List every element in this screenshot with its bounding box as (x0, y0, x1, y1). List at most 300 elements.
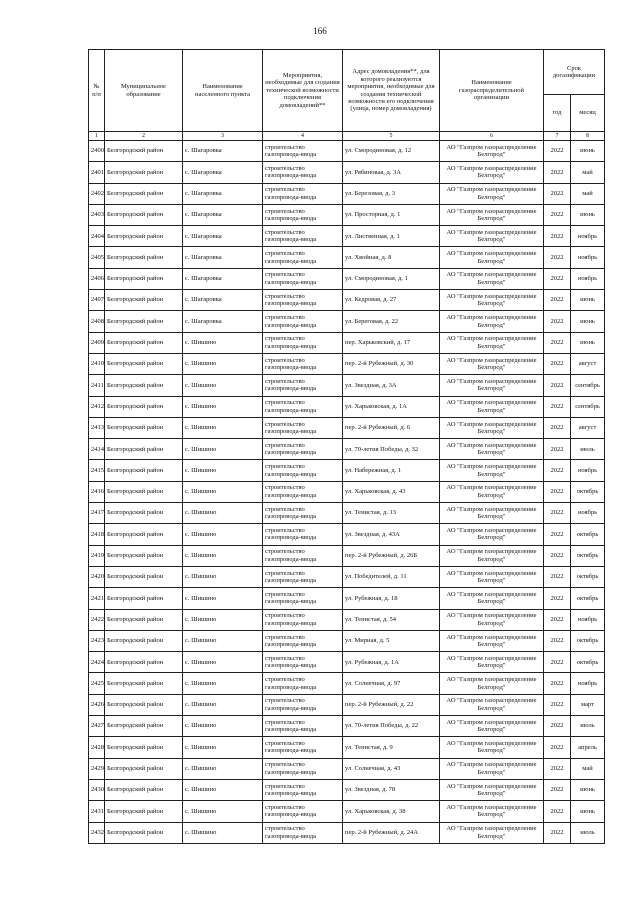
cell-work: строительство газопровода-ввода (263, 141, 343, 162)
cell-num: 2403 (89, 204, 105, 225)
cell-month: октябрь (571, 481, 605, 502)
cell-year: 2022 (544, 630, 571, 651)
table-row (89, 630, 605, 651)
cell-work: строительство газопровода-ввода (263, 694, 343, 715)
column-number: 3 (183, 132, 263, 141)
cell-num: 2410 (89, 353, 105, 374)
cell-addr: ул. Тенистая, д. 13 (343, 503, 440, 524)
table-row (89, 417, 605, 438)
cell-month: июнь (571, 332, 605, 353)
table-row (89, 609, 605, 630)
cell-org: АО "Газпром газораспределение Белгород" (440, 545, 544, 566)
cell-month: август (571, 417, 605, 438)
table-row (89, 396, 605, 417)
cell-addr: ул. Лиственная, д. 1 (343, 226, 440, 247)
table-row (89, 822, 605, 843)
cell-work: строительство газопровода-ввода (263, 311, 343, 332)
cell-addr: ул. Просторная, д. 1 (343, 204, 440, 225)
cell-month: май (571, 183, 605, 204)
cell-addr: ул. Набережная, д. 1 (343, 460, 440, 481)
cell-month: ноябрь (571, 247, 605, 268)
cell-addr: ул. Береговая, д. 22 (343, 311, 440, 332)
cell-year: 2022 (544, 290, 571, 311)
cell-year: 2022 (544, 439, 571, 460)
cell-num: 2415 (89, 460, 105, 481)
cell-num: 2421 (89, 588, 105, 609)
cell-set: с. Шишино (183, 822, 263, 843)
cell-org: АО "Газпром газораспределение Белгород" (440, 375, 544, 396)
cell-org: АО "Газпром газораспределение Белгород" (440, 417, 544, 438)
header-address: Адрес домовладения**, для которого реализуются мероприятия, необходимые для создания технической возможности его подключения (улица, номер домовладения) (343, 50, 440, 132)
cell-org: АО "Газпром газораспределение Белгород" (440, 822, 544, 843)
cell-addr: пер. Харьковский, д. 17 (343, 332, 440, 353)
cell-set: с. Шишино (183, 673, 263, 694)
cell-set: с. Шишино (183, 609, 263, 630)
table-row (89, 290, 605, 311)
cell-set: с. Шишино (183, 375, 263, 396)
column-number: 7 (544, 132, 571, 141)
cell-work: строительство газопровода-ввода (263, 204, 343, 225)
cell-month: ноябрь (571, 609, 605, 630)
cell-month: ноябрь (571, 268, 605, 289)
cell-month: март (571, 694, 605, 715)
cell-set: с. Шишино (183, 460, 263, 481)
cell-year: 2022 (544, 822, 571, 843)
cell-year: 2022 (544, 716, 571, 737)
cell-month: июнь (571, 779, 605, 800)
cell-year: 2022 (544, 396, 571, 417)
cell-set: с. Шишино (183, 396, 263, 417)
table-row (89, 162, 605, 183)
table-row (89, 801, 605, 822)
cell-org: АО "Газпром газораспределение Белгород" (440, 226, 544, 247)
table-row (89, 375, 605, 396)
cell-year: 2022 (544, 758, 571, 779)
cell-year: 2022 (544, 162, 571, 183)
header-num: № п/п (89, 50, 105, 132)
cell-work: строительство газопровода-ввода (263, 673, 343, 694)
page-number: 166 (313, 26, 327, 36)
cell-num: 2430 (89, 779, 105, 800)
cell-month: октябрь (571, 652, 605, 673)
cell-year: 2022 (544, 460, 571, 481)
cell-set: с. Шагаровка (183, 290, 263, 311)
cell-mun: Белгородский район (105, 396, 183, 417)
table-row (89, 439, 605, 460)
cell-year: 2022 (544, 545, 571, 566)
cell-org: АО "Газпром газораспределение Белгород" (440, 460, 544, 481)
cell-work: строительство газопровода-ввода (263, 652, 343, 673)
cell-set: с. Шишино (183, 353, 263, 374)
cell-month: ноябрь (571, 673, 605, 694)
cell-num: 2411 (89, 375, 105, 396)
cell-year: 2022 (544, 652, 571, 673)
cell-month: ноябрь (571, 503, 605, 524)
cell-year: 2022 (544, 737, 571, 758)
cell-work: строительство газопровода-ввода (263, 268, 343, 289)
cell-org: АО "Газпром газораспределение Белгород" (440, 353, 544, 374)
cell-work: строительство газопровода-ввода (263, 162, 343, 183)
cell-mun: Белгородский район (105, 673, 183, 694)
cell-work: строительство газопровода-ввода (263, 524, 343, 545)
cell-month: ноябрь (571, 226, 605, 247)
cell-addr: ул. 70-летия Победы, д. 32 (343, 439, 440, 460)
table-row (89, 545, 605, 566)
cell-addr: ул. Смородиновая, д. 1 (343, 268, 440, 289)
cell-work: строительство газопровода-ввода (263, 332, 343, 353)
table-row (89, 694, 605, 715)
cell-org: АО "Газпром газораспределение Белгород" (440, 588, 544, 609)
table-row (89, 141, 605, 162)
cell-mun: Белгородский район (105, 566, 183, 587)
cell-addr: ул. 70-летия Победы, д. 22 (343, 716, 440, 737)
cell-addr: ул. Кедровая, д. 27 (343, 290, 440, 311)
table-row (89, 779, 605, 800)
cell-work: строительство газопровода-ввода (263, 566, 343, 587)
cell-mun: Белгородский район (105, 226, 183, 247)
cell-year: 2022 (544, 417, 571, 438)
cell-org: АО "Газпром газораспределение Белгород" (440, 779, 544, 800)
cell-set: с. Шишино (183, 524, 263, 545)
cell-year: 2022 (544, 503, 571, 524)
cell-num: 2422 (89, 609, 105, 630)
cell-mun: Белгородский район (105, 779, 183, 800)
cell-mun: Белгородский район (105, 630, 183, 651)
cell-num: 2423 (89, 630, 105, 651)
cell-month: июнь (571, 311, 605, 332)
cell-mun: Белгородский район (105, 311, 183, 332)
cell-work: строительство газопровода-ввода (263, 226, 343, 247)
cell-year: 2022 (544, 481, 571, 502)
cell-work: строительство газопровода-ввода (263, 801, 343, 822)
cell-year: 2022 (544, 694, 571, 715)
cell-org: АО "Газпром газораспределение Белгород" (440, 311, 544, 332)
cell-month: июль (571, 439, 605, 460)
cell-num: 2427 (89, 716, 105, 737)
cell-addr: пер. 2-й Рубежный, д. 30 (343, 353, 440, 374)
cell-set: с. Шишино (183, 630, 263, 651)
table-row (89, 673, 605, 694)
cell-month: октябрь (571, 566, 605, 587)
cell-set: с. Шишино (183, 694, 263, 715)
cell-month: июнь (571, 290, 605, 311)
table-row (89, 481, 605, 502)
cell-num: 2414 (89, 439, 105, 460)
column-number: 5 (343, 132, 440, 141)
cell-year: 2022 (544, 609, 571, 630)
table-row (89, 332, 605, 353)
cell-month: ноябрь (571, 460, 605, 481)
table-row (89, 183, 605, 204)
cell-mun: Белгородский район (105, 141, 183, 162)
cell-work: строительство газопровода-ввода (263, 545, 343, 566)
cell-work: строительство газопровода-ввода (263, 290, 343, 311)
cell-addr: ул. Харьковская, д. 1А (343, 396, 440, 417)
cell-year: 2022 (544, 268, 571, 289)
cell-num: 2425 (89, 673, 105, 694)
cell-year: 2022 (544, 524, 571, 545)
cell-work: строительство газопровода-ввода (263, 588, 343, 609)
table-row (89, 311, 605, 332)
cell-mun: Белгородский район (105, 162, 183, 183)
cell-num: 2431 (89, 801, 105, 822)
cell-org: АО "Газпром газораспределение Белгород" (440, 268, 544, 289)
cell-mun: Белгородский район (105, 268, 183, 289)
cell-mun: Белгородский район (105, 183, 183, 204)
cell-mun: Белгородский район (105, 524, 183, 545)
cell-set: с. Шишино (183, 503, 263, 524)
cell-work: строительство газопровода-ввода (263, 439, 343, 460)
cell-org: АО "Газпром газораспределение Белгород" (440, 204, 544, 225)
cell-set: с. Шагаровка (183, 226, 263, 247)
cell-set: с. Шишино (183, 737, 263, 758)
cell-year: 2022 (544, 353, 571, 374)
table-row (89, 566, 605, 587)
cell-work: строительство газопровода-ввода (263, 375, 343, 396)
cell-addr: ул. Победителей, д. 11 (343, 566, 440, 587)
cell-set: с. Шишино (183, 652, 263, 673)
table-row (89, 588, 605, 609)
cell-num: 2412 (89, 396, 105, 417)
header-org: Наименование газораспределительной организации (440, 50, 544, 132)
cell-work: строительство газопровода-ввода (263, 822, 343, 843)
cell-num: 2429 (89, 758, 105, 779)
cell-set: с. Шишино (183, 417, 263, 438)
cell-addr: ул. Звездная, д. 43А (343, 524, 440, 545)
cell-org: АО "Газпром газораспределение Белгород" (440, 801, 544, 822)
cell-org: АО "Газпром газораспределение Белгород" (440, 673, 544, 694)
cell-year: 2022 (544, 183, 571, 204)
cell-mun: Белгородский район (105, 375, 183, 396)
cell-mun: Белгородский район (105, 609, 183, 630)
cell-mun: Белгородский район (105, 503, 183, 524)
cell-num: 2409 (89, 332, 105, 353)
cell-org: АО "Газпром газораспределение Белгород" (440, 566, 544, 587)
cell-mun: Белгородский район (105, 332, 183, 353)
cell-num: 2408 (89, 311, 105, 332)
cell-org: АО "Газпром газораспределение Белгород" (440, 141, 544, 162)
cell-year: 2022 (544, 332, 571, 353)
cell-mun: Белгородский район (105, 460, 183, 481)
cell-org: АО "Газпром газораспределение Белгород" (440, 162, 544, 183)
table-row (89, 524, 605, 545)
cell-set: с. Шишино (183, 588, 263, 609)
cell-addr: ул. Солнечная, д. 43 (343, 758, 440, 779)
cell-work: строительство газопровода-ввода (263, 396, 343, 417)
table-row (89, 716, 605, 737)
cell-work: строительство газопровода-ввода (263, 417, 343, 438)
cell-num: 2402 (89, 183, 105, 204)
cell-month: август (571, 353, 605, 374)
table-row (89, 226, 605, 247)
cell-num: 2405 (89, 247, 105, 268)
table-body (89, 141, 605, 844)
cell-org: АО "Газпром газораспределение Белгород" (440, 332, 544, 353)
cell-work: строительство газопровода-ввода (263, 737, 343, 758)
cell-set: с. Шишино (183, 481, 263, 502)
cell-org: АО "Газпром газораспределение Белгород" (440, 630, 544, 651)
table-row (89, 247, 605, 268)
cell-mun: Белгородский район (105, 822, 183, 843)
cell-mun: Белгородский район (105, 204, 183, 225)
cell-mun: Белгородский район (105, 758, 183, 779)
cell-work: строительство газопровода-ввода (263, 247, 343, 268)
cell-work: строительство газопровода-ввода (263, 758, 343, 779)
cell-org: АО "Газпром газораспределение Белгород" (440, 503, 544, 524)
cell-set: с. Шишино (183, 758, 263, 779)
cell-month: октябрь (571, 524, 605, 545)
cell-addr: ул. Рубежная, д. 1А (343, 652, 440, 673)
column-number: 6 (440, 132, 544, 141)
cell-org: АО "Газпром газораспределение Белгород" (440, 396, 544, 417)
cell-month: май (571, 758, 605, 779)
cell-mun: Белгородский район (105, 801, 183, 822)
cell-addr: ул. Мирная, д. 5 (343, 630, 440, 651)
cell-num: 2416 (89, 481, 105, 502)
cell-addr: ул. Рябиновая, д. 3А (343, 162, 440, 183)
cell-set: с. Шагаровка (183, 268, 263, 289)
header-month: месяц (571, 95, 605, 132)
column-number: 4 (263, 132, 343, 141)
cell-set: с. Шагаровка (183, 204, 263, 225)
cell-month: октябрь (571, 588, 605, 609)
table-row (89, 268, 605, 289)
cell-mun: Белгородский район (105, 694, 183, 715)
column-number: 1 (89, 132, 105, 141)
cell-addr: ул. Хвойная, д. 8 (343, 247, 440, 268)
cell-org: АО "Газпром газораспределение Белгород" (440, 183, 544, 204)
cell-org: АО "Газпром газораспределение Белгород" (440, 694, 544, 715)
cell-month: июнь (571, 141, 605, 162)
table-row (89, 737, 605, 758)
cell-mun: Белгородский район (105, 545, 183, 566)
cell-set: с. Шишино (183, 566, 263, 587)
cell-addr: ул. Березовая, д. 3 (343, 183, 440, 204)
cell-addr: ул. Звездная, д. 78 (343, 779, 440, 800)
cell-num: 2432 (89, 822, 105, 843)
cell-year: 2022 (544, 779, 571, 800)
column-number: 2 (105, 132, 183, 141)
table-row (89, 353, 605, 374)
cell-set: с. Шагаровка (183, 311, 263, 332)
header-year: год (544, 95, 571, 132)
cell-num: 2420 (89, 566, 105, 587)
cell-num: 2400 (89, 141, 105, 162)
cell-num: 2406 (89, 268, 105, 289)
cell-num: 2428 (89, 737, 105, 758)
cell-work: строительство газопровода-ввода (263, 460, 343, 481)
cell-year: 2022 (544, 311, 571, 332)
cell-set: с. Шишино (183, 716, 263, 737)
cell-mun: Белгородский район (105, 481, 183, 502)
cell-set: с. Шишино (183, 439, 263, 460)
cell-org: АО "Газпром газораспределение Белгород" (440, 737, 544, 758)
cell-num: 2419 (89, 545, 105, 566)
cell-month: июль (571, 822, 605, 843)
cell-year: 2022 (544, 204, 571, 225)
cell-addr: пер. 2-й Рубежный, д. 22 (343, 694, 440, 715)
cell-set: с. Шагаровка (183, 141, 263, 162)
cell-work: строительство газопровода-ввода (263, 183, 343, 204)
cell-month: июнь (571, 801, 605, 822)
cell-num: 2424 (89, 652, 105, 673)
column-number: 8 (571, 132, 605, 141)
header-settlement: Наименование населенного пункта (183, 50, 263, 132)
cell-mun: Белгородский район (105, 439, 183, 460)
cell-month: сентябрь (571, 396, 605, 417)
cell-addr: пер. 2-й Рубежный, д. 24А (343, 822, 440, 843)
cell-year: 2022 (544, 226, 571, 247)
cell-month: октябрь (571, 630, 605, 651)
cell-num: 2417 (89, 503, 105, 524)
cell-set: с. Шагаровка (183, 183, 263, 204)
table-row (89, 204, 605, 225)
cell-work: строительство газопровода-ввода (263, 716, 343, 737)
cell-addr: ул. Харьковская, д. 38 (343, 801, 440, 822)
cell-work: строительство газопровода-ввода (263, 779, 343, 800)
header-deadline: Срок догазификации (544, 50, 605, 95)
cell-num: 2404 (89, 226, 105, 247)
cell-org: АО "Газпром газораспределение Белгород" (440, 524, 544, 545)
cell-num: 2426 (89, 694, 105, 715)
cell-org: АО "Газпром газораспределение Белгород" (440, 290, 544, 311)
cell-addr: ул. Звездная, д. 3А (343, 375, 440, 396)
cell-num: 2407 (89, 290, 105, 311)
cell-year: 2022 (544, 588, 571, 609)
cell-org: АО "Газпром газораспределение Белгород" (440, 652, 544, 673)
cell-addr: ул. Тенистая, д. 54 (343, 609, 440, 630)
cell-mun: Белгородский район (105, 290, 183, 311)
cell-set: с. Шишино (183, 332, 263, 353)
cell-mun: Белгородский район (105, 737, 183, 758)
cell-set: с. Шишино (183, 545, 263, 566)
cell-mun: Белгородский район (105, 588, 183, 609)
cell-set: с. Шагаровка (183, 247, 263, 268)
cell-month: октябрь (571, 545, 605, 566)
table-row (89, 652, 605, 673)
table-row (89, 758, 605, 779)
cell-num: 2401 (89, 162, 105, 183)
table-row (89, 460, 605, 481)
cell-work: строительство газопровода-ввода (263, 503, 343, 524)
cell-set: с. Шагаровка (183, 162, 263, 183)
cell-mun: Белгородский район (105, 716, 183, 737)
cell-addr: пер. 2-й Рубежный, д. 26Б (343, 545, 440, 566)
table-row (89, 503, 605, 524)
cell-addr: пер. 2-й Рубежный, д. 6 (343, 417, 440, 438)
cell-org: АО "Газпром газораспределение Белгород" (440, 247, 544, 268)
cell-mun: Белгородский район (105, 652, 183, 673)
header-municipality: Муниципальное образование (105, 50, 183, 132)
cell-year: 2022 (544, 141, 571, 162)
cell-work: строительство газопровода-ввода (263, 630, 343, 651)
cell-year: 2022 (544, 566, 571, 587)
header-works: Мероприятия, необходимые для создания технической возможности подключения домовладений** (263, 50, 343, 132)
cell-org: АО "Газпром газораспределение Белгород" (440, 481, 544, 502)
cell-mun: Белгородский район (105, 417, 183, 438)
cell-month: июнь (571, 204, 605, 225)
cell-num: 2413 (89, 417, 105, 438)
cell-month: июль (571, 716, 605, 737)
cell-addr: ул. Солнечная, д. 97 (343, 673, 440, 694)
cell-set: с. Шишино (183, 801, 263, 822)
cell-addr: ул. Харьковская, д. 43 (343, 481, 440, 502)
cell-org: АО "Газпром газораспределение Белгород" (440, 439, 544, 460)
cell-month: апрель (571, 737, 605, 758)
cell-year: 2022 (544, 801, 571, 822)
cell-org: АО "Газпром газораспределение Белгород" (440, 758, 544, 779)
cell-mun: Белгородский район (105, 353, 183, 374)
